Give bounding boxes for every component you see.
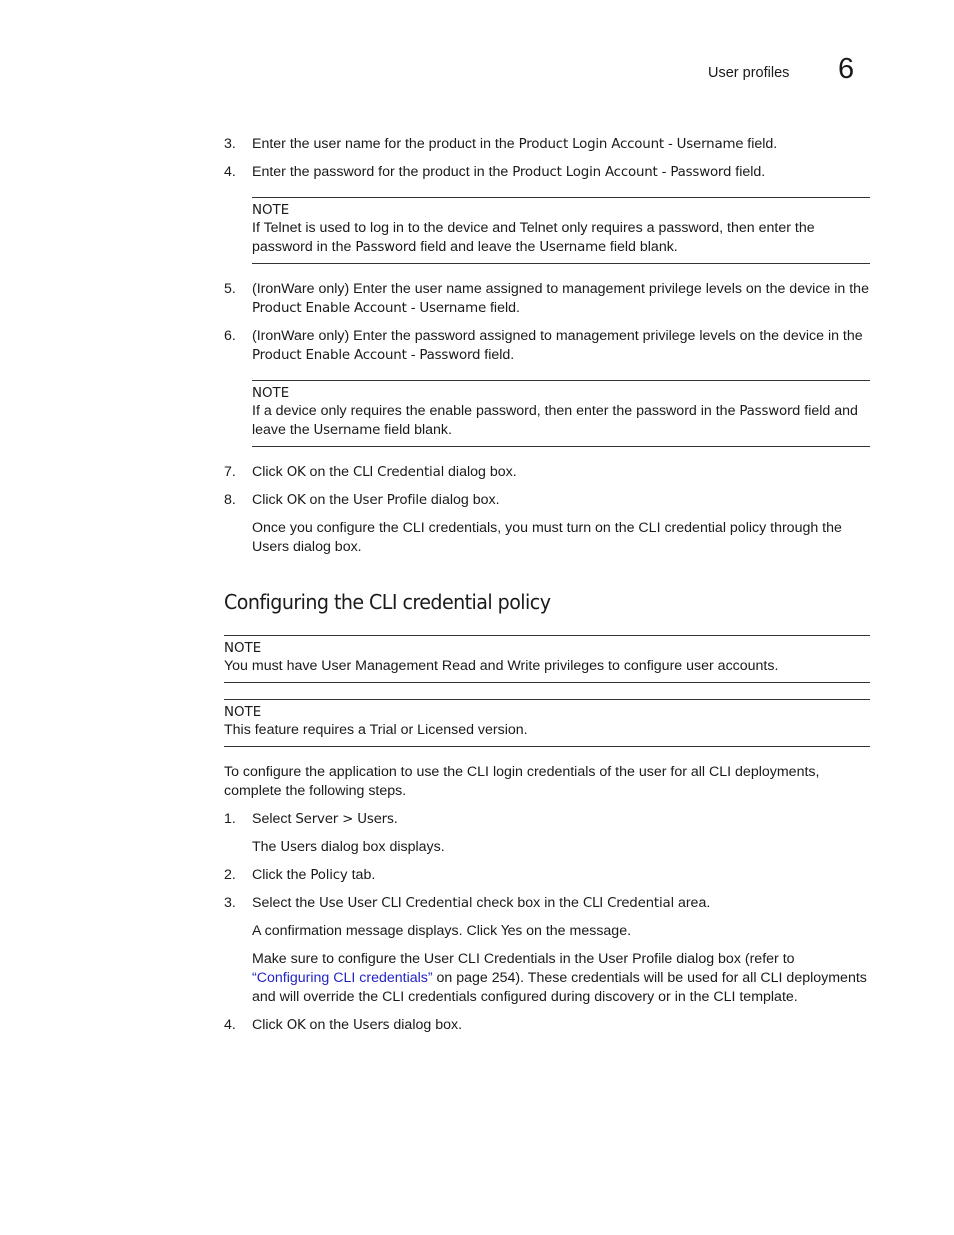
note-telnet [252,197,870,264]
policy-step-1: 1. Select Server > Users. [224,811,398,827]
chapter-number: 6 [838,53,855,85]
step-5: 5. (IronWare only) Enter the user name assigned to management privilege levels on the device in the Product Enable Account - Username field. [224,281,869,316]
policy-step-3-note: Make sure to configure the User CLI Credentials in the User Profile dialog box (refer to “Configuring CLI credentials” on page 254). These credentials will be used for all CLI deployments and will override the CLI credentials configured during discovery or in the CLI template. [252,951,867,1005]
step-8: 8. Click OK on the User Profile dialog box. [224,492,500,508]
note-license [224,699,870,747]
cross-reference-link[interactable]: “Configuring CLI credentials” [252,970,433,986]
step-3: 3. Enter the user name for the product in the Product Login Account - Username field. [224,136,778,152]
note-text: You must have User Management Read and Write privileges to configure user accounts. [224,658,779,674]
page-content [224,135,870,1044]
note-text: If Telnet is used to log in to the device and Telnet only requires a password, then enter the password in the Password field and leave the Username field blank. [252,220,815,255]
policy-step-1-result: The Users dialog box displays. [252,839,445,855]
section-heading: Configuring the CLI credential policy [224,590,551,614]
step-7: 7. Click OK on the CLI Credential dialog box. [224,464,517,480]
step-6: 6. (IronWare only) Enter the password assigned to management privilege levels on the device in the Product Enable Account - Password field. [224,328,863,363]
note-label: NOTE [252,203,290,218]
note-label: NOTE [224,705,262,720]
policy-step-4: 4. Click OK on the Users dialog box. [224,1017,463,1033]
policy-step-2: 2. Click the Policy tab. [224,867,376,883]
step-4: 4. Enter the password for the product in the Product Login Account - Password field. [224,164,766,180]
step-8-followup: Once you configure the CLI credentials, you must turn on the CLI credential policy through the Users dialog box. [252,520,842,555]
policy-step-3-confirmation: A confirmation message displays. Click Yes on the message. [252,923,632,939]
note-label: NOTE [252,386,290,401]
note-text: If a device only requires the enable password, then enter the password in the Password field and leave the Username field blank. [252,403,858,438]
policy-step-3: 3. Select the Use User CLI Credential check box in the CLI Credential area. [224,895,711,911]
note-enable-password [252,380,870,447]
note-text: This feature requires a Trial or Licensed version. [224,722,528,738]
note-privileges [224,635,870,683]
section-title: User profiles [708,65,790,81]
procedure-intro: To configure the application to use the CLI login credentials of the user for all CLI deployments, complete the following steps. [224,764,820,799]
note-label: NOTE [224,641,262,656]
